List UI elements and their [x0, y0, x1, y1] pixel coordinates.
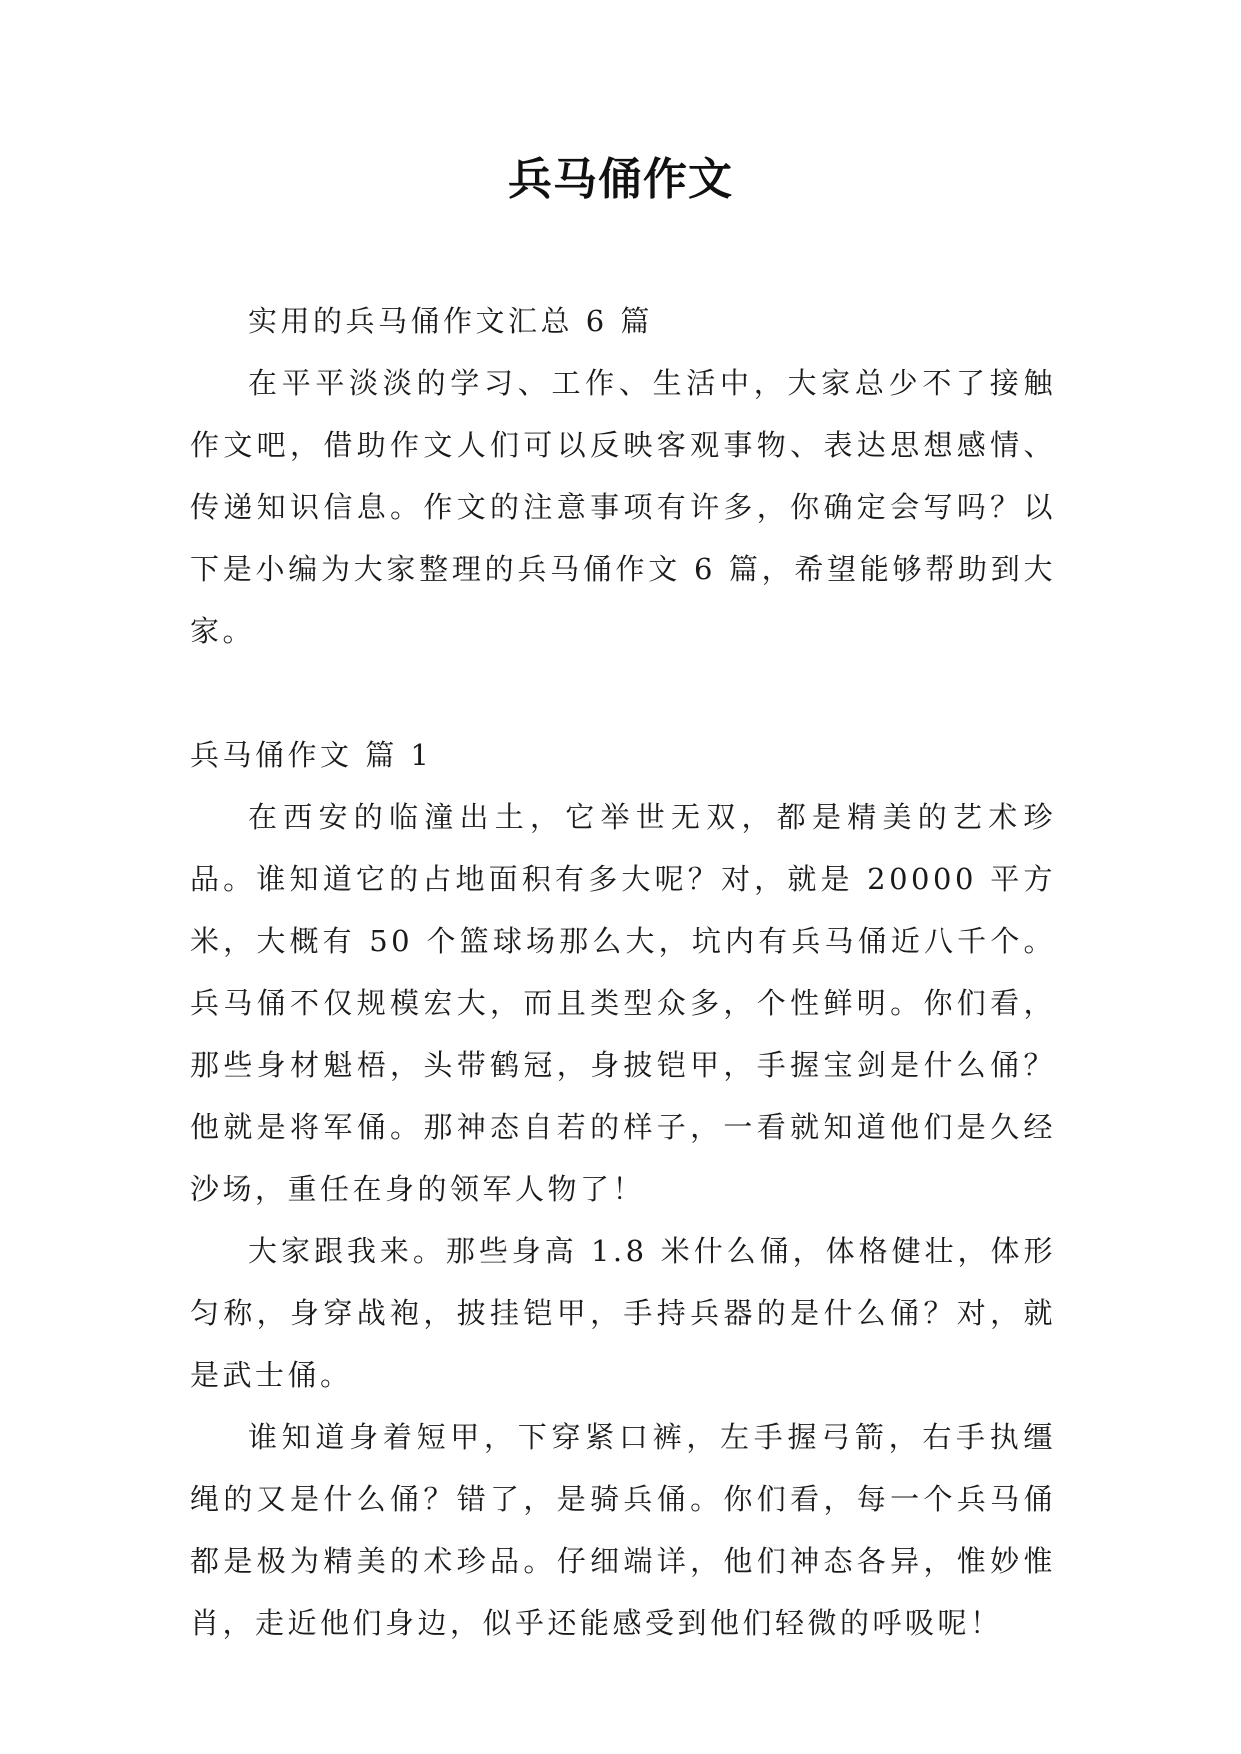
document-body	[190, 290, 1056, 1654]
document-title: 兵马俑作文	[508, 154, 733, 205]
intro-paragraph: 在平平淡淡的学习、工作、生活中，大家总少不了接触作文吧，借助作文人们可以反映客观事物、表达思想感情、传递知识信息。作文的注意事项有许多，你确定会写吗？以下是小编为大家整理的兵马俑作文 6 篇，希望能够帮助到大家。	[190, 366, 1056, 648]
body-paragraph: 大家跟我来。那些身高 1.8 米什么俑，体格健壮，体形匀称，身穿战袍，披挂铠甲，手持兵器的是什么俑？对，就是武士俑。	[190, 1234, 1056, 1392]
body-paragraph: 在西安的临潼出土，它举世无双，都是精美的艺术珍品。谁知道它的占地面积有多大呢？对，就是 20000 平方米，大概有 50 个篮球场那么大，坑内有兵马俑近八千个。 兵马俑不仅规模宏大，而且类型众多，个性鲜明。你们看，那些身材魁梧，头带鹤冠，身披铠甲，手握宝剑是什么俑？他就是将军俑。那神态自若的样子，一看就知道他们是久经沙场，重任在身的领军人物了！	[190, 800, 1056, 1206]
body-paragraph: 谁知道身着短甲，下穿紧口裤，左手握弓箭，右手执缰绳的又是什么俑？错了，是骑兵俑。你们看，每一个兵马俑都是极为精美的术珍品。仔细端详，他们神态各异，惟妙惟肖，走近他们身边，似乎还能感受到他们轻微的呼吸呢！	[190, 1420, 1056, 1640]
document-subtitle: 实用的兵马俑作文汇总 6 篇	[248, 304, 653, 338]
section-spacer	[190, 662, 1056, 724]
section-heading: 兵马俑作文 篇 1	[190, 738, 433, 772]
